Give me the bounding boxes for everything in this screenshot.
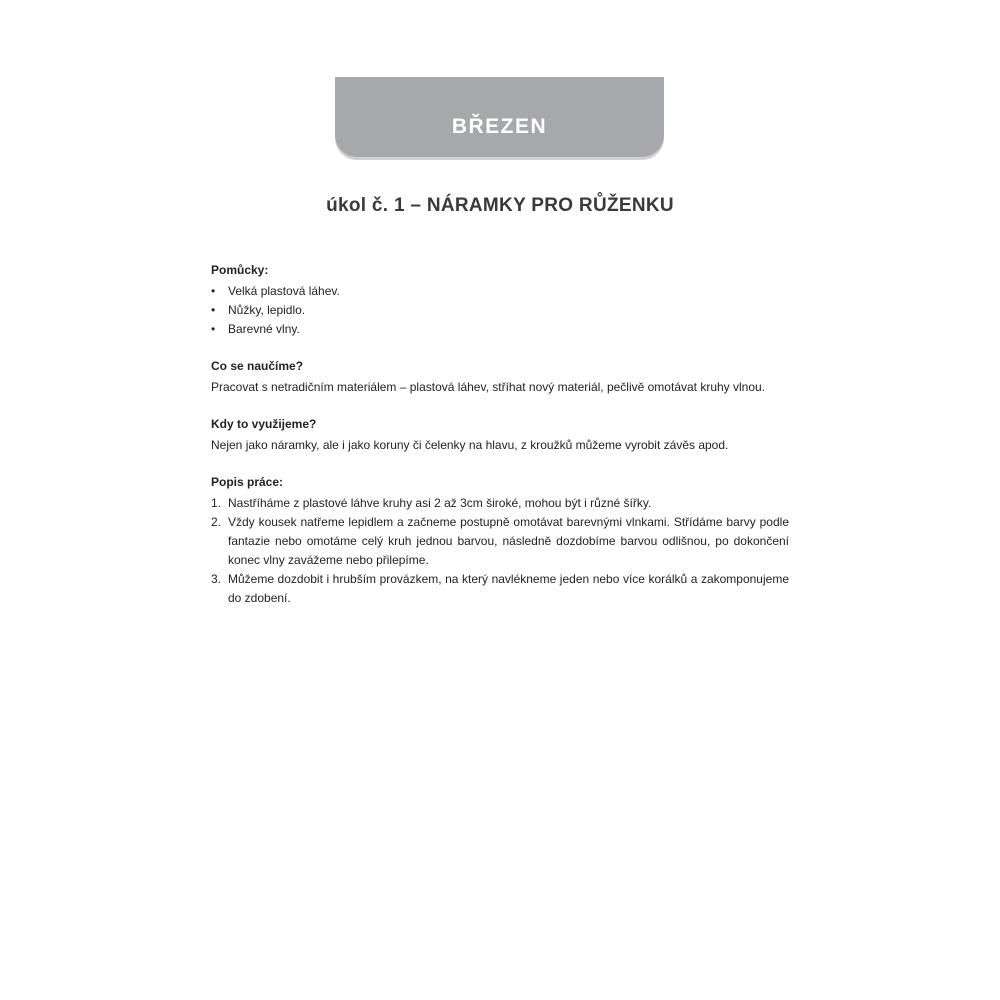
month-header-tab (335, 77, 664, 157)
tools-section (211, 262, 789, 339)
step-number: 3. (211, 572, 222, 586)
step-text: Vždy kousek natřeme lepidlem a začneme postupně omotávat barevnými vlnkami. Střídáme barvy podle fantazie nebo omotáme celý kruh jednou barvou, následně dozdobíme barvou odlišnou, po dokončení konec vlny zavážeme nebo přilepíme. (228, 515, 789, 567)
step-number: 2. (211, 515, 222, 529)
use-section (211, 416, 789, 455)
procedure-heading: Popis práce: (211, 475, 284, 489)
procedure-steps (211, 494, 789, 608)
use-heading: Kdy to využijeme? (211, 417, 317, 431)
procedure-section (211, 474, 789, 608)
task-content (211, 262, 789, 627)
list-item: • Nůžky, lepidlo. (211, 301, 789, 320)
learn-text: Pracovat s netradičním materiálem – plastová láhev, stříhat nový materiál, pečlivě omotávat kruhy vlnou. (211, 380, 766, 394)
procedure-step (211, 513, 789, 570)
list-item: • Velká plastová láhev. (211, 282, 789, 301)
learn-section (211, 358, 789, 397)
tools-list (211, 282, 789, 339)
step-text: Můžeme dozdobit i hrubším provázkem, na který navlékneme jeden nebo více korálků a zakomponujeme do zdobení. (228, 572, 789, 605)
step-number: 1. (211, 496, 222, 510)
list-item: • Barevné vlny. (211, 320, 789, 339)
use-text: Nejen jako náramky, ale i jako koruny či čelenky na hlavu, z kroužků můžeme vyrobit závěs apod. (211, 438, 729, 452)
tools-heading: Pomůcky: (211, 263, 269, 277)
step-text: Nastříháme z plastové láhve kruhy asi 2 až 3cm široké, mohou být i různé šířky. (228, 496, 652, 510)
task-title: úkol č. 1 – NÁRAMKY PRO RŮŽENKU (326, 195, 674, 216)
procedure-step (211, 494, 789, 513)
procedure-step (211, 570, 789, 608)
month-title: BŘEZEN (451, 115, 548, 138)
learn-heading: Co se naučíme? (211, 359, 304, 373)
